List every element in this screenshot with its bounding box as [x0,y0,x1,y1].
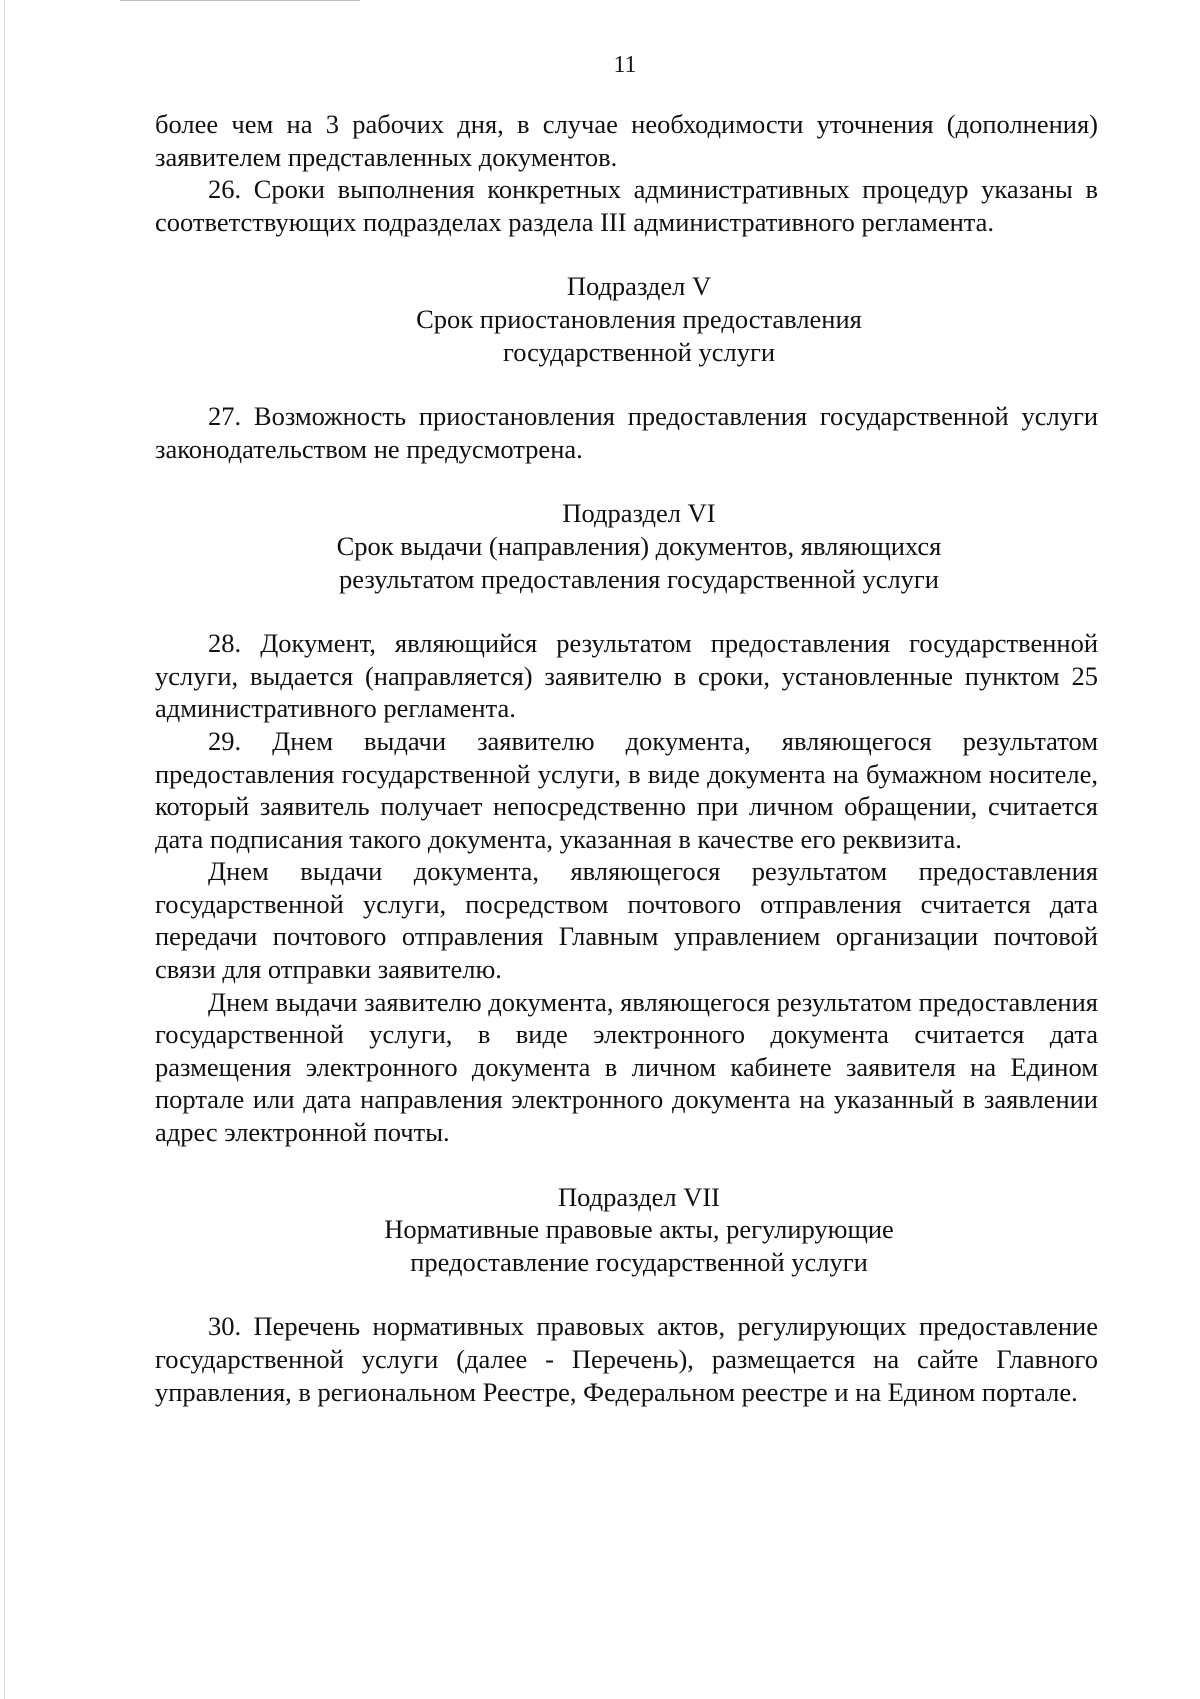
section-vi-subtitle-line1: Срок выдачи (направления) документов, являющихся [336,530,942,561]
section-vii-title: Подраздел VII [558,1181,720,1212]
paragraph-28: 28. Документ, являющийся результатом предоставления государственной услуги, выдается (направляется) заявителю в сроки, установленные пунктом 25 административного регламента. [155,628,1098,724]
paragraph-29: 29. Днем выдачи заявителю документа, являющегося результатом предоставления государственной услуги, в виде документа на бумажном носителе, который заявитель получает непосредственно при личном обращении, считается дата подписания такого документа, указанная в качестве его реквизита. [155,725,1098,854]
section-v-subtitle-line2: государственной услуги [502,336,776,367]
section-vii-heading [155,1181,1098,1279]
section-v-title: Подраздел V [566,271,712,302]
paragraph-27: 27. Возможность приостановления предоставления государственной услуги законодательством не предусмотрена. [155,401,1098,464]
page-number: 11 [613,52,637,78]
section-vii-subtitle-line1: Нормативные правовые акты, регулирующие [384,1214,894,1245]
section-v-heading [155,270,1098,368]
section-vi-subtitle-line2: результатом предоставления государственной услуги [338,563,939,594]
paragraph-26: 26. Сроки выполнения конкретных административных процедур указаны в соответствующих подразделах раздела III административного регламента. [155,174,1098,237]
section-vi-title: Подраздел VI [562,498,716,529]
section-vii-subtitle-line2: предоставление государственной услуги [410,1246,868,1277]
paragraph-30: 30. Перечень нормативных правовых актов, регулирующих предоставление государственной услуги (далее - Перечень), размещается на сайте Главного управления, в региональном Реестре, Федеральном реестре и на Едином портале. [155,1311,1098,1407]
section-vi-heading [155,497,1098,595]
section-v-subtitle-line1: Срок приостановления предоставления [416,303,862,334]
document-body [155,108,1098,1408]
paragraph-continuation: более чем на 3 рабочих дня, в случае необходимости уточнения (дополнения) заявителем представленных документов. [155,109,1098,172]
paragraph-29-electronic: Днем выдачи заявителю документа, являющегося результатом предоставления государственной услуги, в виде электронного документа считается дата размещения электронного документа в личном кабинете заявителя на Едином портале или дата направления электронного документа на указанный в заявлении адрес электронной почты. [155,986,1098,1148]
paragraph-29-postal: Днем выдачи документа, являющегося результатом предоставления государственной услуги, посредством почтового отправления считается дата передачи почтового отправления Главным управлением организации почтовой связи для отправки заявителю. [155,856,1098,985]
scan-edge-left [4,0,5,1699]
scan-edge-top [120,0,360,1]
